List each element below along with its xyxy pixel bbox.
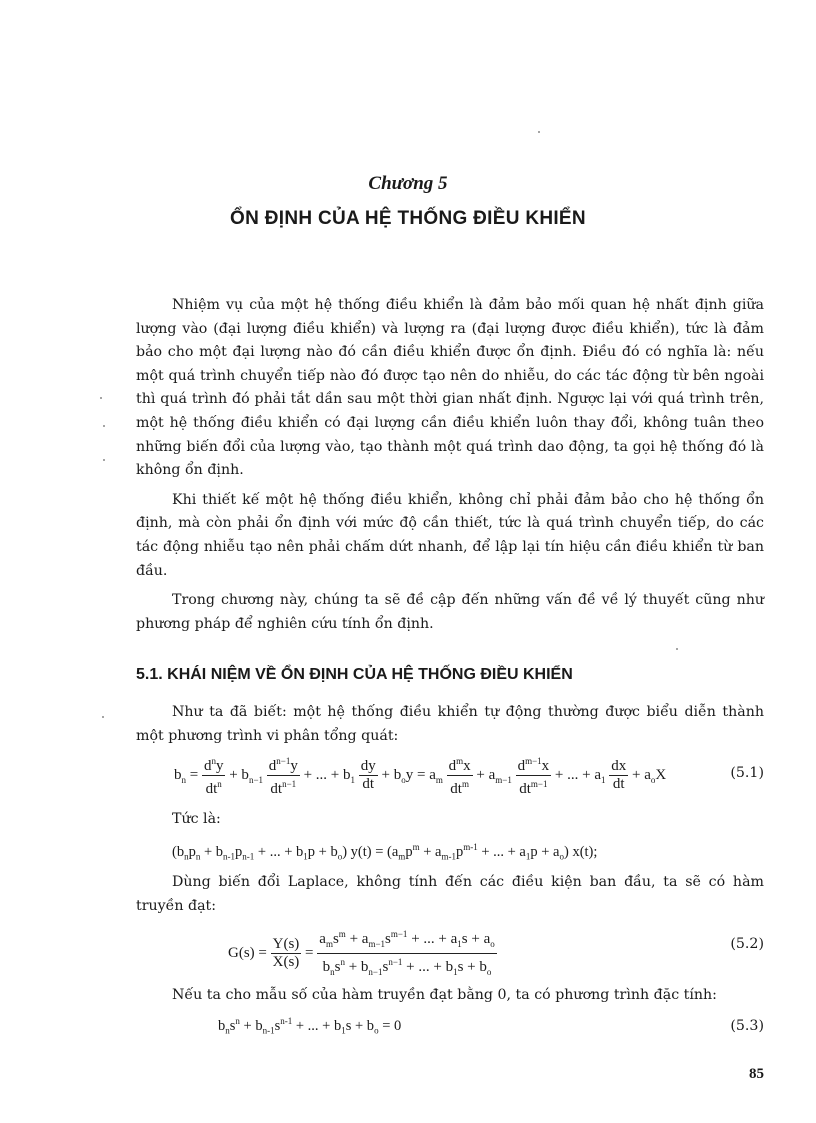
equation-5-1-number: (5.1) [730, 765, 764, 781]
section-paragraph-2-text: Dùng biến đổi Laplace, không tính đến các điều kiện ban đầu, ta sẽ có hàm truyền đạt: [136, 874, 764, 914]
scan-speck [103, 425, 105, 427]
section-paragraph-3-text: Nếu ta cho mẫu số của hàm truyền đạt bằng 0, ta có phương trình đặc tính: [172, 987, 717, 1003]
chapter-label: Chương 5 [368, 173, 448, 194]
scan-speck [676, 648, 678, 650]
scan-speck [538, 131, 540, 133]
section-paragraph-1-text: Như ta đã biết: một hệ thống điều khiển tự động thường được biểu diễn thành một phương trình vi phân tổng quát: [136, 704, 764, 744]
section-paragraph-1 [136, 701, 764, 748]
equation-5-1: $b_n$ = $\frac{d^ny}{dt^n}$ + $b_{n-1}$ $\frac{d^{n-1}y}{dt^{n-1}}$ + ... + $b_1$ $\frac{dy}{dt}$ + $b_oy = a_m$ $\frac{d^mx}{dt^m}$ + $a_{m-1}$ $\frac{d^{m-1}x}{dt^{m-1}}$ + ... + $a_1$ $\frac{dx}{dt}$ + $a_oX$ [174, 753, 666, 798]
equation-5-3: $b_ns^n + b_{n-1}s^{n-1}$ + ... + $b_1s + b_o = 0$ [218, 1016, 402, 1036]
section-paragraph-3 [136, 984, 764, 1008]
section-heading: 5.1. KHÁI NIỆM VỀ ỔN ĐỊNH CỦA HỆ THỐNG ĐIỀU KHIỂN [136, 666, 573, 683]
page-number: 85 [749, 1066, 764, 1082]
equation-5-2: G(s) = $\frac{Y(s)}{X(s)}$ = $\frac{a_ms^m + a_{m-1}s^{m-1} + ... + a_1s + a_o}{b_ns^n + b_{n-1}s^{n-1} + ... + b_1s + b_o}$ [228, 926, 497, 981]
operator-form-equation: ($b_np_n + b_{n-1}p_{n-1}$ + ... + $b_1p + b_o$) $y(t) = (a_mp^m + a_{m-1}p^{m-1}$ + ... + $a_1p + a_o$) x(t); [172, 842, 598, 862]
intro-paragraph-2: Khi thiết kế một hệ thống điều khiển, không chỉ phải đảm bảo cho hệ thống ổn định, mà còn phải ổn định với mức độ cần thiết, tức là quá trình chuyển tiếp, do các tác động nhiễu tạo nên phải chấm dứt nhanh, để lập lại tín hiệu cần điều khiển từ ban đầu. [136, 491, 764, 579]
chapter-title: ỔN ĐỊNH CỦA HỆ THỐNG ĐIỀU KHIỂN [230, 208, 586, 229]
equation-5-2-number: (5.2) [730, 936, 764, 952]
scan-speck [100, 397, 102, 399]
scan-speck [102, 716, 104, 718]
intro-paragraph-1: Nhiệm vụ của một hệ thống điều khiển là đảm bảo mối quan hệ nhất định giữa lượng vào (đại lượng điều khiển) và lượng ra (đại lượng được điều khiển), tức là đảm bảo cho một đại lượng nào đó cần điều khiển được ổn định. Điều đó có nghĩa là: nếu một quá trình chuyển tiếp nào đó được tạo nên do nhiễu, do các tác động từ bên ngoài thì quá trình đó phải tắt dần sau một thời gian nhất định. Ngược lại với quá trình trên, một hệ thống điều khiển có đại lượng cần điều khiển luôn thay đổi, không tuân theo những biến đổi của lượng vào, tạo thành một quá trình dao động, ta gọi hệ thống đó là không ổn định. [136, 297, 764, 479]
equation-5-3-number: (5.3) [730, 1018, 764, 1034]
scan-speck [103, 459, 105, 461]
intro-paragraph-3: Trong chương này, chúng ta sẽ đề cập đến những vấn đề về lý thuyết cũng như phương pháp để nghiên cứu tính ổn định. [136, 592, 764, 632]
section-paragraph-2 [136, 871, 764, 918]
intro-text [136, 294, 764, 636]
tuc-la-label: Tức là: [172, 811, 221, 827]
